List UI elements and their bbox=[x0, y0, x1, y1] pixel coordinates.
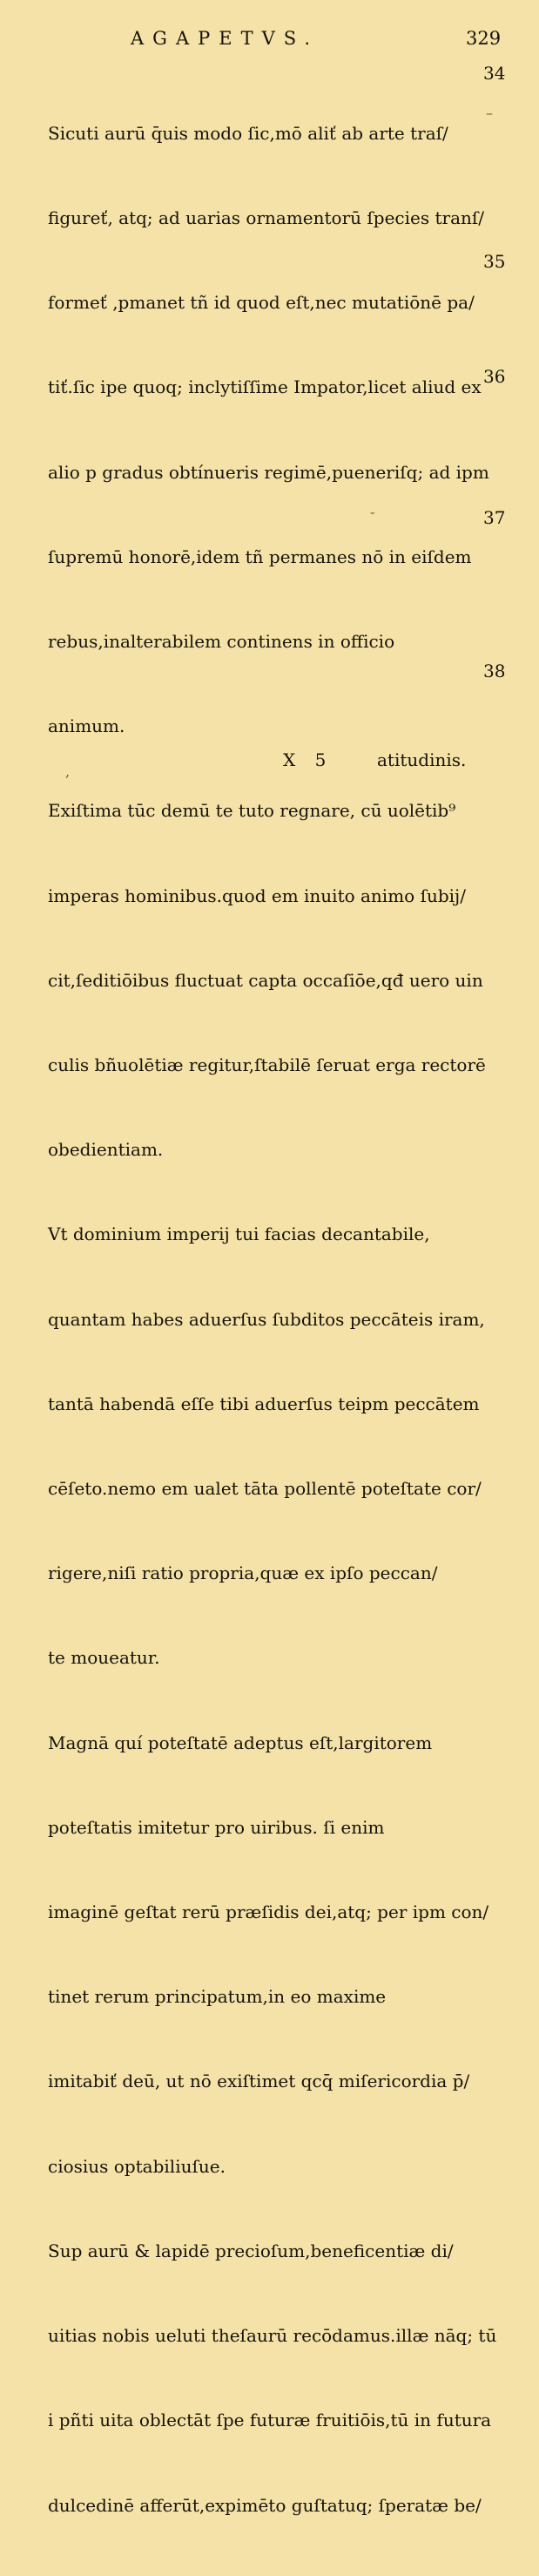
margin-number: 36 bbox=[483, 366, 506, 387]
text-line: tantā habendā eſſe tibi aduerſus teipm peccātem bbox=[48, 1393, 480, 1414]
margin-number: 35 bbox=[483, 251, 506, 272]
text-line: cit,ſeditiōibus fluctuat capta occaſiōe,qđ uero uin bbox=[48, 969, 483, 991]
text-line: figureť, atq; ad uarias ornamentorū ſpecies tranſ/ bbox=[48, 207, 485, 229]
text-line: ſupremū honorē,idem tñ permanes nō in eiſdem bbox=[48, 546, 472, 567]
margin-number: 34 bbox=[483, 63, 506, 84]
text-line: animum. bbox=[48, 715, 125, 737]
text-line: cēſeto.nemo em ualet tāta pollentē poteſtate cor/ bbox=[48, 1478, 482, 1500]
text-line: culis bñuolētiæ regitur,ſtabilē ſeruat erga rectorē bbox=[48, 1054, 486, 1076]
margin-number: 37 bbox=[483, 507, 506, 528]
text-line: poteſtatis imitetur pro uiribus. ſi enim bbox=[48, 1816, 385, 1838]
text-line: Vt dominium imperij tui facias decantabile, bbox=[48, 1224, 430, 1245]
text-line: i pñti uita oblectāt ſpe futuræ fruitiōis,tū in futura bbox=[48, 2410, 492, 2431]
text-line: dulcedinē afferūt,expimēto guſtatuq; ſperatæ be/ bbox=[48, 2494, 482, 2516]
text-line: Exiſtima tūc demū te tuto regnare, cū uolētib⁹ bbox=[48, 800, 456, 822]
margin-mark: - bbox=[370, 504, 375, 520]
text-line: alio p gradus obtínueris regimē,pueneriſq; ad ipm bbox=[48, 461, 489, 483]
margin-number: 38 bbox=[483, 661, 506, 681]
page-header bbox=[0, 26, 539, 54]
signature-mark: X 5 bbox=[283, 749, 334, 770]
page-number: 329 bbox=[466, 28, 502, 49]
text-line: Sup aurū & lapidē precioſum,beneficentiæ di/ bbox=[48, 2240, 454, 2261]
text-line: te moueatur. bbox=[48, 1647, 160, 1669]
margin-numbers bbox=[479, 0, 531, 871]
text-line: ciosius optabiliuſue. bbox=[48, 2155, 226, 2177]
text-line: Sicuti aurū q̄uis modo ſic,mō aliť ab arte traſ/ bbox=[48, 122, 448, 144]
text-line: imaginē geſtat rerū præſidis dei,atq; per ipm con/ bbox=[48, 1901, 489, 1923]
text-line: imitabiť deū, ut nō exiſtimet qcq̄ miſericordia p̄/ bbox=[48, 2071, 470, 2092]
catchword: atitudinis. bbox=[377, 749, 467, 770]
text-line: Magnā quí poteſtatē adeptus eſt,largitorem bbox=[48, 1732, 433, 1753]
text-line: tinet rerum principatum,in eo maxime bbox=[48, 1986, 387, 2008]
running-head: AGAPETVS. bbox=[131, 28, 320, 49]
text-line: obedientiam. bbox=[48, 1139, 164, 1161]
margin-mark: – bbox=[486, 105, 493, 121]
text-line: formeť ,pmanet tñ id quod eſt,nec mutatiōnē pa/ bbox=[48, 292, 475, 314]
text-line: tiť.ſic ipe quoq; inclytiſſime Impator,licet aliud ex bbox=[48, 376, 482, 398]
text-line: uitias nobis ueluti theſaurū recōdamus.illæ nāq; tū bbox=[48, 2325, 497, 2347]
text-line: quantam habes aduerſus ſubditos peccāteis iram, bbox=[48, 1308, 485, 1330]
text-line: imperas hominibus.quod em inuito animo ſubij/ bbox=[48, 885, 466, 906]
text-line: rebus,inalterabilem continens in officio bbox=[48, 631, 395, 653]
margin-mark: , bbox=[65, 763, 71, 780]
text-line: rigere,niſi ratio propria,quæ ex ipſo peccan/ bbox=[48, 1563, 438, 1584]
